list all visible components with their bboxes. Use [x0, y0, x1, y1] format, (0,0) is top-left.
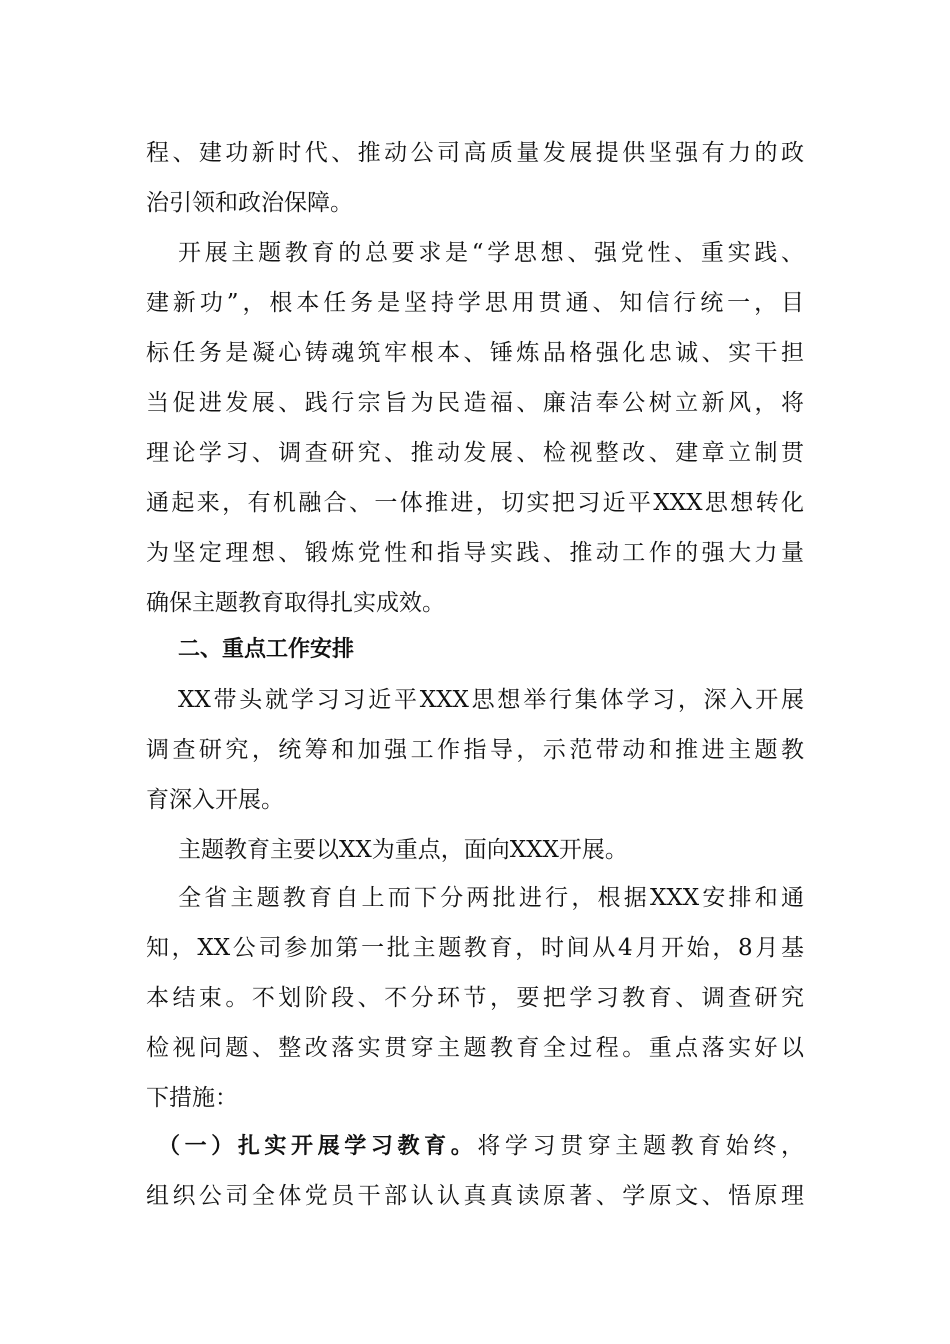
text-line: 下措施： — [146, 1085, 238, 1111]
text-line: 检视问题、整改落实贯穿主题教育全过程。重点落实好以 — [146, 1035, 804, 1061]
text-line: 育深入开展。 — [146, 787, 284, 813]
text-line: 当促进发展、践行宗旨为民造福、廉洁奉公树立新风，将 — [146, 390, 804, 416]
text-line: 组织公司全体党员干部认认真真读原著、学原文、悟原理 — [146, 1183, 804, 1209]
text-line: 建新功”，根本任务是坚持学思用贯通、知信行统一，目 — [146, 290, 804, 316]
text-line: 治引领和政治保障。 — [146, 190, 353, 216]
text-line: 标任务是凝心铸魂筑牢根本、锤炼品格强化忠诚、实干担 — [146, 340, 804, 366]
text-line: 知，XX公司参加第一批主题教育，时间从4月开始，8月基 — [146, 935, 804, 961]
subsection-text: 将学习贯穿主题教育始终， — [477, 1133, 805, 1159]
text-line: 全省主题教育自上而下分两批进行，根据XXX安排和通 — [178, 885, 804, 911]
text-line: 理论学习、调查研究、推动发展、检视整改、建章立制贯 — [146, 440, 804, 466]
subsection-line — [158, 1126, 804, 1166]
text-line: 主题教育主要以XX为重点，面向XXX开展。 — [178, 837, 628, 863]
text-line: 确保主题教育取得扎实成效。 — [146, 590, 445, 616]
section-heading: 二、重点工作安排 — [178, 637, 355, 662]
subsection-heading: （一）扎实开展学习教育。 — [158, 1134, 478, 1159]
text-line: XX带头就学习习近平XXX思想举行集体学习，深入开展 — [178, 687, 804, 713]
text-line: 本结束。不划阶段、不分环节，要把学习教育、调查研究 — [146, 985, 804, 1011]
text-line: 为坚定理想、锻炼党性和指导实践、推动工作的强大力量 — [146, 540, 804, 566]
text-line: 开展主题教育的总要求是“学思想、强党性、重实践、 — [178, 240, 804, 266]
text-line: 通起来，有机融合、一体推进，切实把习近平XXX思想转化 — [146, 490, 804, 516]
text-line: 程、建功新时代、推动公司高质量发展提供坚强有力的政 — [146, 140, 804, 166]
text-line: 调查研究，统筹和加强工作指导，示范带动和推进主题教 — [146, 737, 804, 763]
